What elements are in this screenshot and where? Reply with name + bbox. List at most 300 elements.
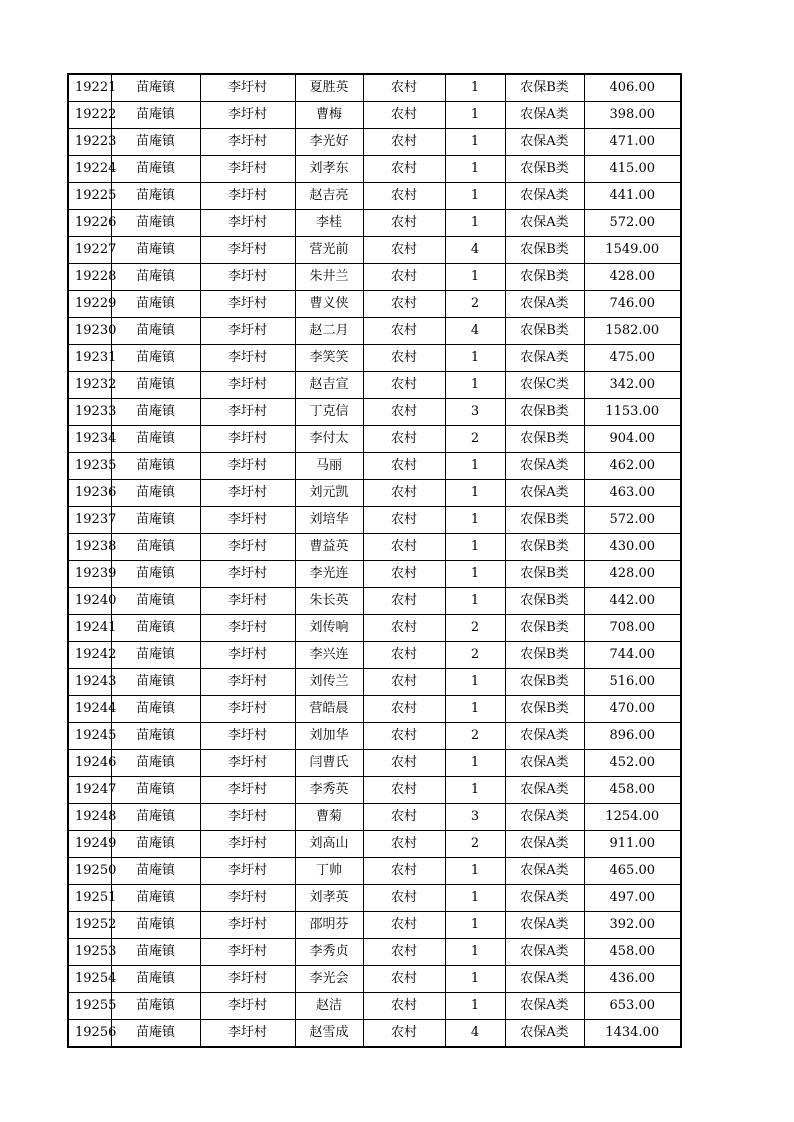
cell-area-type: 农村	[363, 183, 445, 210]
cell-amount: 415.00	[584, 156, 681, 183]
cell-village: 李圩村	[200, 480, 295, 507]
table-row	[68, 156, 681, 183]
cell-household-count: 1	[445, 156, 505, 183]
cell-village: 李圩村	[200, 723, 295, 750]
cell-insurance-category: 农保A类	[505, 1020, 584, 1048]
cell-name: 赵雪成	[295, 1020, 363, 1048]
cell-amount: 470.00	[584, 696, 681, 723]
cell-insurance-category: 农保A类	[505, 804, 584, 831]
cell-record-id: 19223	[68, 129, 111, 156]
cell-insurance-category: 农保A类	[505, 723, 584, 750]
cell-name: 刘元凯	[295, 480, 363, 507]
table-row	[68, 129, 681, 156]
cell-name: 李兴连	[295, 642, 363, 669]
cell-household-count: 4	[445, 318, 505, 345]
cell-record-id: 19229	[68, 291, 111, 318]
cell-amount: 471.00	[584, 129, 681, 156]
table-row	[68, 534, 681, 561]
cell-name: 刘传响	[295, 615, 363, 642]
cell-name: 营皓晨	[295, 696, 363, 723]
cell-record-id: 19242	[68, 642, 111, 669]
cell-area-type: 农村	[363, 129, 445, 156]
cell-household-count: 2	[445, 723, 505, 750]
cell-area-type: 农村	[363, 615, 445, 642]
cell-name: 李付太	[295, 426, 363, 453]
cell-town: 苗庵镇	[111, 291, 200, 318]
cell-area-type: 农村	[363, 588, 445, 615]
cell-name: 刘孝英	[295, 885, 363, 912]
cell-town: 苗庵镇	[111, 966, 200, 993]
cell-insurance-category: 农保B类	[505, 264, 584, 291]
cell-area-type: 农村	[363, 291, 445, 318]
cell-insurance-category: 农保A类	[505, 912, 584, 939]
cell-area-type: 农村	[363, 102, 445, 129]
cell-town: 苗庵镇	[111, 588, 200, 615]
cell-area-type: 农村	[363, 669, 445, 696]
cell-town: 苗庵镇	[111, 615, 200, 642]
cell-name: 曹义侠	[295, 291, 363, 318]
cell-area-type: 农村	[363, 804, 445, 831]
table-row	[68, 74, 681, 102]
cell-amount: 497.00	[584, 885, 681, 912]
table-row	[68, 939, 681, 966]
cell-area-type: 农村	[363, 318, 445, 345]
cell-household-count: 1	[445, 210, 505, 237]
table-row	[68, 804, 681, 831]
cell-insurance-category: 农保B类	[505, 669, 584, 696]
cell-village: 李圩村	[200, 939, 295, 966]
cell-household-count: 2	[445, 426, 505, 453]
cell-record-id: 19243	[68, 669, 111, 696]
cell-household-count: 1	[445, 588, 505, 615]
cell-insurance-category: 农保A类	[505, 129, 584, 156]
cell-village: 李圩村	[200, 993, 295, 1020]
cell-village: 李圩村	[200, 534, 295, 561]
cell-record-id: 19246	[68, 750, 111, 777]
cell-town: 苗庵镇	[111, 993, 200, 1020]
cell-town: 苗庵镇	[111, 426, 200, 453]
cell-record-id: 19225	[68, 183, 111, 210]
cell-amount: 1434.00	[584, 1020, 681, 1048]
cell-amount: 452.00	[584, 750, 681, 777]
cell-household-count: 1	[445, 750, 505, 777]
cell-village: 李圩村	[200, 399, 295, 426]
table-row	[68, 723, 681, 750]
cell-village: 李圩村	[200, 885, 295, 912]
cell-village: 李圩村	[200, 615, 295, 642]
cell-village: 李圩村	[200, 642, 295, 669]
cell-amount: 462.00	[584, 453, 681, 480]
cell-name: 赵吉宣	[295, 372, 363, 399]
cell-household-count: 2	[445, 642, 505, 669]
cell-amount: 442.00	[584, 588, 681, 615]
cell-amount: 406.00	[584, 74, 681, 102]
cell-insurance-category: 农保A类	[505, 966, 584, 993]
table-row	[68, 1020, 681, 1048]
cell-insurance-category: 农保C类	[505, 372, 584, 399]
cell-record-id: 19226	[68, 210, 111, 237]
cell-name: 李光好	[295, 129, 363, 156]
cell-area-type: 农村	[363, 453, 445, 480]
cell-record-id: 19256	[68, 1020, 111, 1048]
cell-household-count: 1	[445, 372, 505, 399]
cell-amount: 746.00	[584, 291, 681, 318]
cell-name: 朱长英	[295, 588, 363, 615]
cell-household-count: 1	[445, 858, 505, 885]
cell-insurance-category: 农保A类	[505, 453, 584, 480]
cell-village: 李圩村	[200, 804, 295, 831]
table-row	[68, 642, 681, 669]
cell-amount: 1582.00	[584, 318, 681, 345]
cell-village: 李圩村	[200, 372, 295, 399]
cell-amount: 342.00	[584, 372, 681, 399]
cell-town: 苗庵镇	[111, 642, 200, 669]
cell-area-type: 农村	[363, 912, 445, 939]
cell-name: 马丽	[295, 453, 363, 480]
cell-household-count: 1	[445, 264, 505, 291]
cell-village: 李圩村	[200, 426, 295, 453]
cell-amount: 904.00	[584, 426, 681, 453]
cell-household-count: 1	[445, 534, 505, 561]
cell-amount: 475.00	[584, 345, 681, 372]
cell-insurance-category: 农保B类	[505, 642, 584, 669]
cell-area-type: 农村	[363, 264, 445, 291]
cell-name: 曹菊	[295, 804, 363, 831]
table-row	[68, 831, 681, 858]
cell-name: 朱井兰	[295, 264, 363, 291]
cell-insurance-category: 农保B类	[505, 696, 584, 723]
cell-record-id: 19227	[68, 237, 111, 264]
cell-area-type: 农村	[363, 966, 445, 993]
cell-record-id: 19234	[68, 426, 111, 453]
cell-household-count: 1	[445, 480, 505, 507]
cell-village: 李圩村	[200, 858, 295, 885]
table-row	[68, 372, 681, 399]
cell-name: 刘加华	[295, 723, 363, 750]
cell-insurance-category: 农保B类	[505, 399, 584, 426]
cell-insurance-category: 农保A类	[505, 858, 584, 885]
cell-town: 苗庵镇	[111, 858, 200, 885]
cell-household-count: 1	[445, 993, 505, 1020]
cell-amount: 441.00	[584, 183, 681, 210]
cell-amount: 653.00	[584, 993, 681, 1020]
cell-household-count: 2	[445, 615, 505, 642]
cell-insurance-category: 农保A类	[505, 993, 584, 1020]
table-row	[68, 399, 681, 426]
cell-household-count: 1	[445, 129, 505, 156]
cell-insurance-category: 农保B类	[505, 588, 584, 615]
cell-area-type: 农村	[363, 939, 445, 966]
cell-town: 苗庵镇	[111, 750, 200, 777]
cell-amount: 708.00	[584, 615, 681, 642]
cell-record-id: 19245	[68, 723, 111, 750]
cell-town: 苗庵镇	[111, 74, 200, 102]
cell-village: 李圩村	[200, 156, 295, 183]
cell-household-count: 1	[445, 183, 505, 210]
cell-name: 刘培华	[295, 507, 363, 534]
table-row	[68, 453, 681, 480]
cell-amount: 1254.00	[584, 804, 681, 831]
cell-name: 丁克信	[295, 399, 363, 426]
cell-household-count: 1	[445, 345, 505, 372]
cell-town: 苗庵镇	[111, 507, 200, 534]
cell-area-type: 农村	[363, 750, 445, 777]
cell-area-type: 农村	[363, 723, 445, 750]
cell-name: 李笑笑	[295, 345, 363, 372]
cell-area-type: 农村	[363, 480, 445, 507]
cell-household-count: 1	[445, 102, 505, 129]
table-row	[68, 993, 681, 1020]
cell-record-id: 19254	[68, 966, 111, 993]
cell-record-id: 19247	[68, 777, 111, 804]
cell-household-count: 1	[445, 74, 505, 102]
cell-amount: 436.00	[584, 966, 681, 993]
cell-town: 苗庵镇	[111, 561, 200, 588]
cell-area-type: 农村	[363, 831, 445, 858]
cell-household-count: 1	[445, 912, 505, 939]
cell-village: 李圩村	[200, 1020, 295, 1048]
table-row	[68, 507, 681, 534]
cell-household-count: 2	[445, 291, 505, 318]
cell-town: 苗庵镇	[111, 912, 200, 939]
cell-village: 李圩村	[200, 669, 295, 696]
cell-name: 李秀贞	[295, 939, 363, 966]
cell-village: 李圩村	[200, 750, 295, 777]
cell-amount: 392.00	[584, 912, 681, 939]
cell-area-type: 农村	[363, 885, 445, 912]
cell-village: 李圩村	[200, 912, 295, 939]
cell-record-id: 19250	[68, 858, 111, 885]
cell-insurance-category: 农保A类	[505, 750, 584, 777]
cell-village: 李圩村	[200, 129, 295, 156]
cell-amount: 911.00	[584, 831, 681, 858]
cell-town: 苗庵镇	[111, 1020, 200, 1048]
cell-record-id: 19248	[68, 804, 111, 831]
cell-town: 苗庵镇	[111, 318, 200, 345]
cell-town: 苗庵镇	[111, 534, 200, 561]
table-row	[68, 696, 681, 723]
cell-household-count: 1	[445, 939, 505, 966]
cell-amount: 516.00	[584, 669, 681, 696]
cell-area-type: 农村	[363, 534, 445, 561]
cell-area-type: 农村	[363, 210, 445, 237]
cell-area-type: 农村	[363, 696, 445, 723]
cell-name: 赵二月	[295, 318, 363, 345]
cell-record-id: 19241	[68, 615, 111, 642]
cell-town: 苗庵镇	[111, 696, 200, 723]
cell-village: 李圩村	[200, 453, 295, 480]
table-row	[68, 912, 681, 939]
cell-village: 李圩村	[200, 777, 295, 804]
cell-insurance-category: 农保A类	[505, 480, 584, 507]
cell-town: 苗庵镇	[111, 777, 200, 804]
cell-record-id: 19231	[68, 345, 111, 372]
cell-record-id: 19221	[68, 74, 111, 102]
cell-town: 苗庵镇	[111, 210, 200, 237]
cell-record-id: 19244	[68, 696, 111, 723]
table-body	[68, 74, 681, 1047]
cell-insurance-category: 农保A类	[505, 210, 584, 237]
cell-amount: 896.00	[584, 723, 681, 750]
cell-record-id: 19238	[68, 534, 111, 561]
cell-town: 苗庵镇	[111, 399, 200, 426]
table-row	[68, 885, 681, 912]
cell-area-type: 农村	[363, 345, 445, 372]
cell-name: 曹益英	[295, 534, 363, 561]
cell-insurance-category: 农保B类	[505, 237, 584, 264]
table-row	[68, 858, 681, 885]
cell-name: 刘传兰	[295, 669, 363, 696]
cell-name: 刘孝东	[295, 156, 363, 183]
cell-household-count: 3	[445, 804, 505, 831]
cell-area-type: 农村	[363, 372, 445, 399]
cell-area-type: 农村	[363, 858, 445, 885]
cell-record-id: 19222	[68, 102, 111, 129]
cell-insurance-category: 农保B类	[505, 74, 584, 102]
table-row	[68, 102, 681, 129]
cell-name: 赵吉亮	[295, 183, 363, 210]
cell-record-id: 19233	[68, 399, 111, 426]
cell-name: 邵明芬	[295, 912, 363, 939]
cell-amount: 1153.00	[584, 399, 681, 426]
cell-household-count: 1	[445, 669, 505, 696]
cell-insurance-category: 农保B类	[505, 561, 584, 588]
table-row	[68, 345, 681, 372]
cell-town: 苗庵镇	[111, 372, 200, 399]
cell-household-count: 1	[445, 777, 505, 804]
cell-area-type: 农村	[363, 642, 445, 669]
cell-name: 赵洁	[295, 993, 363, 1020]
cell-village: 李圩村	[200, 507, 295, 534]
cell-area-type: 农村	[363, 561, 445, 588]
cell-name: 夏胜英	[295, 74, 363, 102]
cell-insurance-category: 农保B类	[505, 507, 584, 534]
cell-town: 苗庵镇	[111, 669, 200, 696]
cell-record-id: 19240	[68, 588, 111, 615]
cell-area-type: 农村	[363, 156, 445, 183]
table-row	[68, 318, 681, 345]
table-row	[68, 264, 681, 291]
cell-name: 李秀英	[295, 777, 363, 804]
cell-insurance-category: 农保A类	[505, 939, 584, 966]
cell-village: 李圩村	[200, 102, 295, 129]
cell-village: 李圩村	[200, 264, 295, 291]
cell-town: 苗庵镇	[111, 264, 200, 291]
table-row	[68, 426, 681, 453]
cell-village: 李圩村	[200, 74, 295, 102]
cell-amount: 428.00	[584, 561, 681, 588]
cell-area-type: 农村	[363, 993, 445, 1020]
cell-insurance-category: 农保A类	[505, 102, 584, 129]
cell-town: 苗庵镇	[111, 156, 200, 183]
cell-town: 苗庵镇	[111, 723, 200, 750]
cell-insurance-category: 农保A类	[505, 831, 584, 858]
cell-town: 苗庵镇	[111, 453, 200, 480]
cell-record-id: 19228	[68, 264, 111, 291]
table-row	[68, 588, 681, 615]
cell-area-type: 农村	[363, 507, 445, 534]
cell-household-count: 2	[445, 831, 505, 858]
cell-village: 李圩村	[200, 831, 295, 858]
cell-record-id: 19232	[68, 372, 111, 399]
cell-name: 李光连	[295, 561, 363, 588]
table-row	[68, 777, 681, 804]
cell-record-id: 19236	[68, 480, 111, 507]
cell-household-count: 1	[445, 885, 505, 912]
cell-town: 苗庵镇	[111, 102, 200, 129]
cell-household-count: 1	[445, 966, 505, 993]
cell-name: 营光前	[295, 237, 363, 264]
cell-area-type: 农村	[363, 1020, 445, 1048]
cell-name: 闫曹氏	[295, 750, 363, 777]
cell-village: 李圩村	[200, 183, 295, 210]
cell-area-type: 农村	[363, 74, 445, 102]
cell-record-id: 19230	[68, 318, 111, 345]
cell-name: 曹梅	[295, 102, 363, 129]
cell-insurance-category: 农保A类	[505, 291, 584, 318]
cell-household-count: 1	[445, 696, 505, 723]
cell-town: 苗庵镇	[111, 345, 200, 372]
cell-amount: 458.00	[584, 777, 681, 804]
cell-amount: 398.00	[584, 102, 681, 129]
table-row	[68, 615, 681, 642]
table-row	[68, 183, 681, 210]
cell-name: 刘高山	[295, 831, 363, 858]
cell-record-id: 19255	[68, 993, 111, 1020]
cell-household-count: 4	[445, 1020, 505, 1048]
cell-insurance-category: 农保A类	[505, 345, 584, 372]
table-row	[68, 210, 681, 237]
cell-household-count: 3	[445, 399, 505, 426]
table-row	[68, 480, 681, 507]
cell-household-count: 1	[445, 453, 505, 480]
table-row	[68, 966, 681, 993]
cell-name: 李光会	[295, 966, 363, 993]
cell-area-type: 农村	[363, 237, 445, 264]
cell-town: 苗庵镇	[111, 480, 200, 507]
cell-record-id: 19252	[68, 912, 111, 939]
cell-town: 苗庵镇	[111, 237, 200, 264]
cell-insurance-category: 农保B类	[505, 156, 584, 183]
cell-amount: 1549.00	[584, 237, 681, 264]
cell-village: 李圩村	[200, 345, 295, 372]
cell-record-id: 19235	[68, 453, 111, 480]
cell-insurance-category: 农保A类	[505, 777, 584, 804]
cell-record-id: 19224	[68, 156, 111, 183]
cell-insurance-category: 农保A类	[505, 183, 584, 210]
cell-record-id: 19249	[68, 831, 111, 858]
cell-village: 李圩村	[200, 318, 295, 345]
cell-village: 李圩村	[200, 588, 295, 615]
cell-village: 李圩村	[200, 696, 295, 723]
cell-record-id: 19251	[68, 885, 111, 912]
table-row	[68, 237, 681, 264]
cell-amount: 463.00	[584, 480, 681, 507]
cell-village: 李圩村	[200, 291, 295, 318]
cell-record-id: 19253	[68, 939, 111, 966]
cell-amount: 465.00	[584, 858, 681, 885]
cell-amount: 430.00	[584, 534, 681, 561]
table-row	[68, 561, 681, 588]
cell-record-id: 19237	[68, 507, 111, 534]
cell-insurance-category: 农保B类	[505, 615, 584, 642]
cell-record-id: 19239	[68, 561, 111, 588]
cell-village: 李圩村	[200, 966, 295, 993]
cell-village: 李圩村	[200, 561, 295, 588]
cell-town: 苗庵镇	[111, 129, 200, 156]
cell-amount: 572.00	[584, 507, 681, 534]
cell-town: 苗庵镇	[111, 939, 200, 966]
